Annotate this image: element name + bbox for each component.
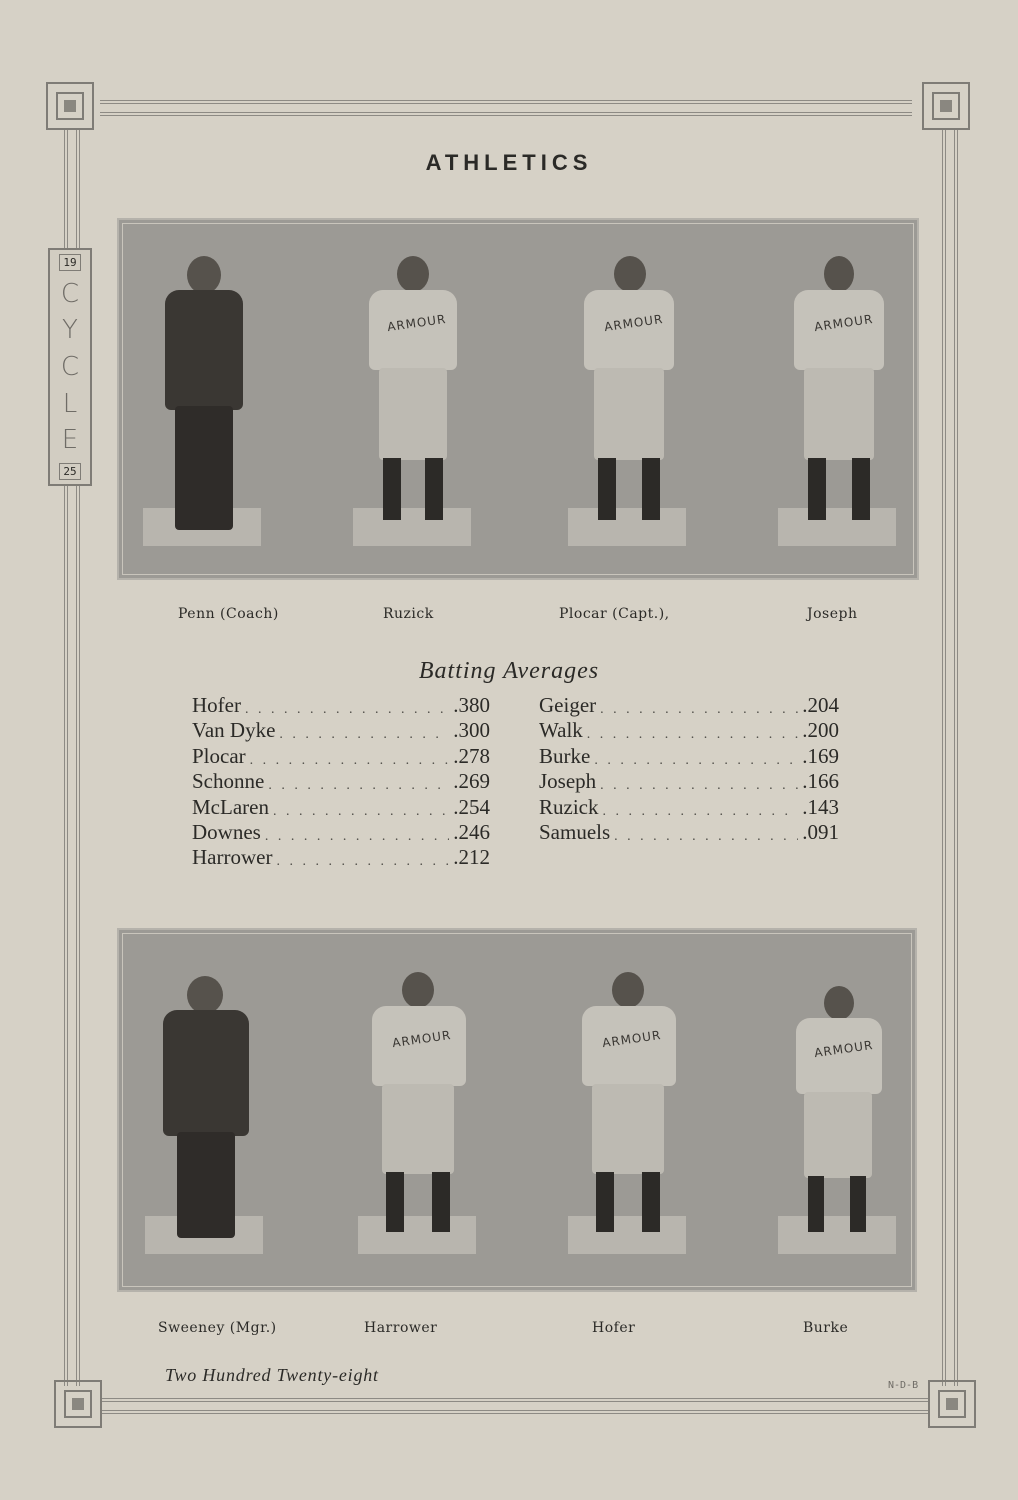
- photo-caption: Hofer: [592, 1320, 636, 1336]
- side-year-top: 19: [59, 254, 80, 271]
- batting-average: .200: [802, 718, 839, 743]
- photo-caption: Joseph: [807, 606, 858, 622]
- player-name: Walk: [539, 718, 583, 743]
- photo-caption: Sweeney (Mgr.): [158, 1320, 277, 1336]
- player-name: Downes: [192, 820, 261, 845]
- jersey-lettering: ARMOUR: [601, 1027, 663, 1051]
- player-name: Joseph: [539, 769, 597, 794]
- batting-row: [539, 794, 839, 822]
- leader-dots: [265, 822, 449, 847]
- batting-average: .204: [802, 693, 839, 717]
- batting-average: .166: [802, 769, 839, 794]
- photo-caption: Burke: [803, 1320, 849, 1336]
- engraver-mark: N-D-B: [888, 1380, 919, 1391]
- batting-average: .278: [453, 743, 490, 768]
- batting-averages-title: Batting Averages: [418, 658, 600, 684]
- frame-top-rule: [100, 100, 912, 116]
- leader-dots: [600, 695, 798, 720]
- jersey-lettering: ARMOUR: [391, 1027, 453, 1051]
- batting-average: .246: [453, 820, 490, 845]
- batting-average: .380: [453, 693, 490, 717]
- photo-caption: Plocar (Capt.),: [559, 606, 670, 622]
- batting-row: [192, 847, 490, 872]
- frame-bottom-rule: [100, 1398, 930, 1414]
- figure-player: [784, 250, 894, 550]
- leader-dots: [279, 720, 449, 745]
- leader-dots: [276, 847, 449, 872]
- batting-row: [192, 743, 490, 771]
- batting-row: [539, 771, 839, 796]
- batting-row: [192, 695, 490, 720]
- side-year-bottom: 25: [59, 463, 80, 480]
- figure-player: [574, 250, 684, 550]
- jersey-lettering: ARMOUR: [603, 311, 665, 335]
- leader-dots: [614, 822, 798, 847]
- frame-right-rule: [942, 128, 958, 1386]
- photo-caption: Harrower: [364, 1320, 438, 1336]
- player-name: Hofer: [192, 693, 241, 717]
- side-letter: L: [62, 388, 78, 419]
- figure-coach: [149, 250, 259, 550]
- player-name: Ruzick: [539, 794, 599, 819]
- player-name: Geiger: [539, 693, 597, 717]
- batting-row: [539, 695, 839, 720]
- photo-caption: Penn (Coach): [178, 606, 279, 622]
- batting-row: [192, 720, 490, 745]
- jersey-lettering: ARMOUR: [386, 311, 448, 335]
- batting-row: [192, 771, 490, 796]
- corner-ornament-bottom-right: [928, 1380, 976, 1428]
- batting-average: .143: [802, 794, 839, 819]
- figure-player: [359, 250, 469, 550]
- figure-manager: [151, 970, 261, 1270]
- player-name: Burke: [539, 743, 591, 768]
- batting-row: [539, 720, 839, 745]
- player-name: Van Dyke: [192, 718, 276, 743]
- side-ornament-cycle: [48, 248, 92, 486]
- figure-player: [784, 984, 894, 1270]
- jersey-lettering: ARMOUR: [813, 1037, 875, 1061]
- batting-row: [192, 822, 490, 847]
- batting-average: .300: [453, 718, 490, 743]
- leader-dots: [600, 771, 798, 796]
- side-letter: Y: [62, 315, 78, 346]
- batting-average: .169: [802, 743, 839, 768]
- leader-dots: [273, 797, 449, 822]
- player-name: McLaren: [192, 794, 269, 819]
- leader-dots: [594, 746, 798, 771]
- leader-dots: [602, 797, 798, 822]
- batting-average: .091: [802, 820, 839, 845]
- batting-row: [539, 743, 839, 771]
- batting-list-left: [192, 695, 490, 873]
- player-name: Schonne: [192, 769, 265, 794]
- batting-average: .254: [453, 794, 490, 819]
- leader-dots: [245, 695, 449, 720]
- batting-average: .212: [453, 845, 490, 870]
- page-folio: Two Hundred Twenty-eight: [165, 1365, 379, 1385]
- batting-row: [539, 822, 839, 847]
- player-name: Plocar: [192, 743, 246, 768]
- jersey-lettering: ARMOUR: [813, 311, 875, 335]
- batting-row: [192, 794, 490, 822]
- player-name: Samuels: [539, 820, 611, 845]
- batting-list-right: [539, 695, 839, 847]
- team-photo-top: [117, 218, 919, 580]
- team-photo-bottom: [117, 928, 917, 1292]
- side-letter: C: [60, 351, 80, 382]
- side-letter: E: [61, 425, 79, 456]
- section-title: ATHLETICS: [425, 150, 593, 175]
- player-name: Harrower: [192, 845, 273, 870]
- figure-player: [364, 970, 474, 1270]
- leader-dots: [587, 720, 798, 745]
- corner-ornament-bottom-left: [54, 1380, 102, 1428]
- side-letter: C: [60, 278, 80, 309]
- figure-player: [574, 970, 684, 1270]
- leader-dots: [268, 771, 449, 796]
- corner-ornament-top-right: [922, 82, 970, 130]
- batting-average: .269: [453, 769, 490, 794]
- corner-ornament-top-left: [46, 82, 94, 130]
- photo-caption: Ruzick: [383, 606, 434, 622]
- leader-dots: [250, 746, 450, 771]
